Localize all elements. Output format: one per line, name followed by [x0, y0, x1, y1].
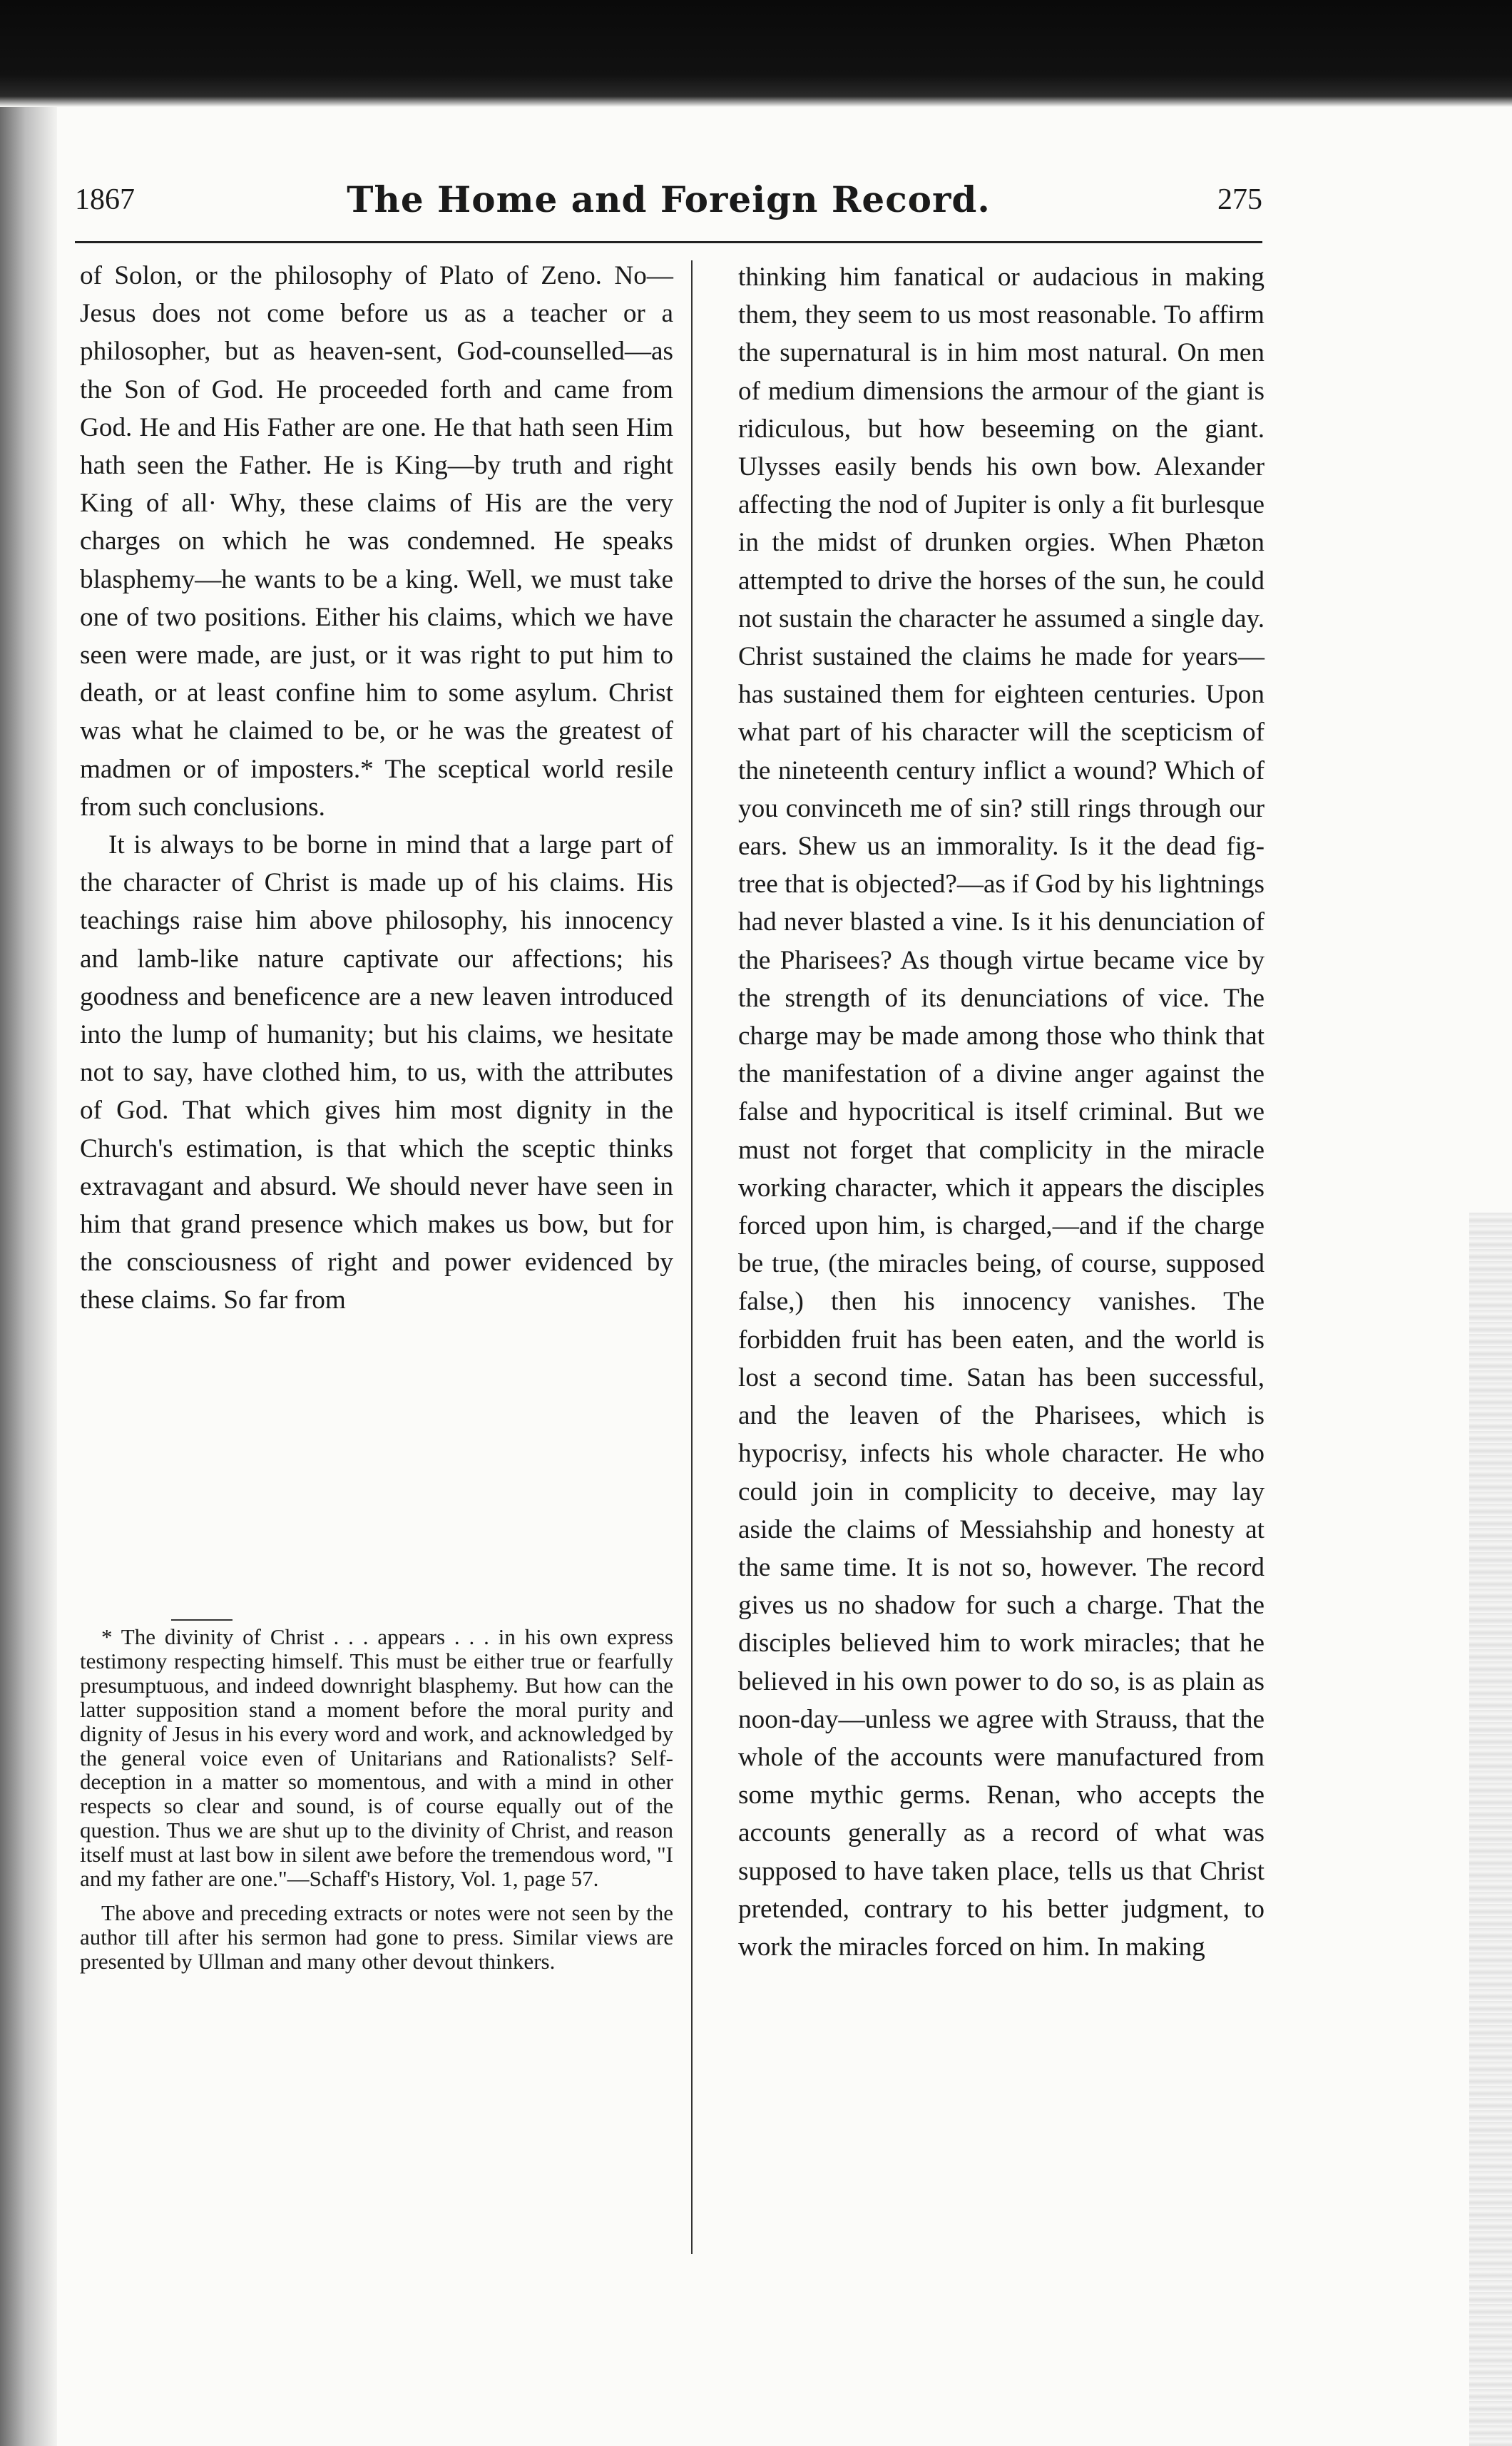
column-divider: [691, 260, 693, 2254]
footnote-rule: [171, 1619, 233, 1621]
footnote: The above and preceding extracts or notes were not seen by the author till after his sermon had gone to press. Similar views are presented by Ullman and many other devout thinkers.: [80, 1900, 673, 1974]
journal-title: The Home and Foreign Record.: [347, 178, 991, 220]
page-number: 275: [1217, 183, 1262, 216]
footnotes: [80, 1625, 673, 1974]
scan-edge-top: [0, 0, 1512, 107]
footnote: * The divinity of Christ . . . appears . . . in his own express testimony respecting himself. This must be either true or fearfully presumptuous, and indeed downright blasphemy. But how can the latter supposition stand a moment before the moral purity and dignity of Jesus in his every word and work, and acknowledged by the general voice even of Unitarians and Rationalists? Self-deception in a matter so momentous, and with a mind in other respects so clear and sound, is of course equally out of the question. Thus we are shut up to the divinity of Christ, and reason itself must at last bow in silent awe before the tremendous word, "I and my father are one."—Schaff's History, Vol. 1, page 57.: [80, 1624, 673, 1892]
paragraph: It is always to be borne in mind that a large part of the character of Christ is made up of his claims. His teachings raise him above philosophy, his innocency and lamb-like nature captivate our affections; his goodness and beneficence are a new leaven introduced into the lump of humanity; but his claims, we hesitate not to say, have clothed him, to us, with the attributes of God. That which gives him most dignity in the Church's estimation, is that which the sceptic thinks extravagant and absurd. We should never have seen in him that grand presence which makes us bow, but for the consciousness of right and power evidenced by these claims. So far from: [80, 830, 673, 1315]
left-column: [80, 257, 673, 1320]
running-header: [75, 178, 1262, 235]
paragraph: thinking him fanatical or audacious in making them, they seem to us most reasonable. To affirm the supernatural is in him most natural. On men of medium dimensions the armour of the giant is ridiculous, but how beseeming on the giant. Ulysses easily bends his own bow. Alexander affecting the nod of Jupiter is only a fit burlesque in the midst of drunken orgies. When Phæton attempted to drive the horses of the sun, he could not sustain the character he assumed a single day. Christ sustained the claims he made for years—has sustained them for eighteen centuries. Upon what part of his character will the scepticism of the nineteenth century inflict a wound? Which of you convinceth me of sin? still rings through our ears. Shew us an immorality. Is it the dead fig-tree that is objected?—as if God by his lightnings had never blasted a vine. Is it his denunciation of the Pharisees? As though virtue became vice by the strength of its denunciations of vice. The charge may be made among those who think that the manifestation of a divine anger against the false and hypocritical is itself criminal. But we must not forget that complicity in the miracle working character, which it appears the disciples forced upon him, is charged,—and if the charge be true, (the miracles being, of course, supposed false,) then his innocency vanishes. The forbidden fruit has been eaten, and the world is lost a second time. Satan has been successful, and the leaven of the Pharisees, which is hypocrisy, infects his whole character. He who could join in complicity to deceive, may lay aside the claims of Messiahship and honesty at the same time. It is not so, however. The record gives us no shadow for such a charge. That the disciples believed him to work miracles; that he believed in his own power to do so, is as plain as noon-day—unless we agree with Strauss, that the whole of the accounts were manufactured from some mythic germs. Renan, who accepts the accounts generally as a record of what was supposed to have taken place, tells us that Christ pretended, contrary to his better judgment, to work the miracles forced on him. In making: [738, 263, 1265, 1962]
scan-edge-right: [1469, 1213, 1512, 2446]
header-year: 1867: [75, 183, 135, 216]
right-column: [738, 258, 1265, 1966]
header-rule: [75, 241, 1262, 243]
binding-shadow: [0, 107, 57, 2446]
paragraph: of Solon, or the philosophy of Plato of Zeno. No—Jesus does not come before us as a teacher or a philosopher, but as heaven-sent, God-counselled—as the Son of God. He proceeded forth and came from God. He and His Father are one. He that hath seen Him hath seen the Father. He is King—by truth and right King of all· Why, these claims of His are the very charges on which he was condemned. He speaks blasphemy—he wants to be a king. Well, we must take one of two positions. Either his claims, which we have seen were made, are just, or it was right to put him to death, or at least confine him to some asylum. Christ was what he claimed to be, or he was the greatest of madmen or of imposters.* The sceptical world resile from such conclusions.: [80, 261, 673, 822]
